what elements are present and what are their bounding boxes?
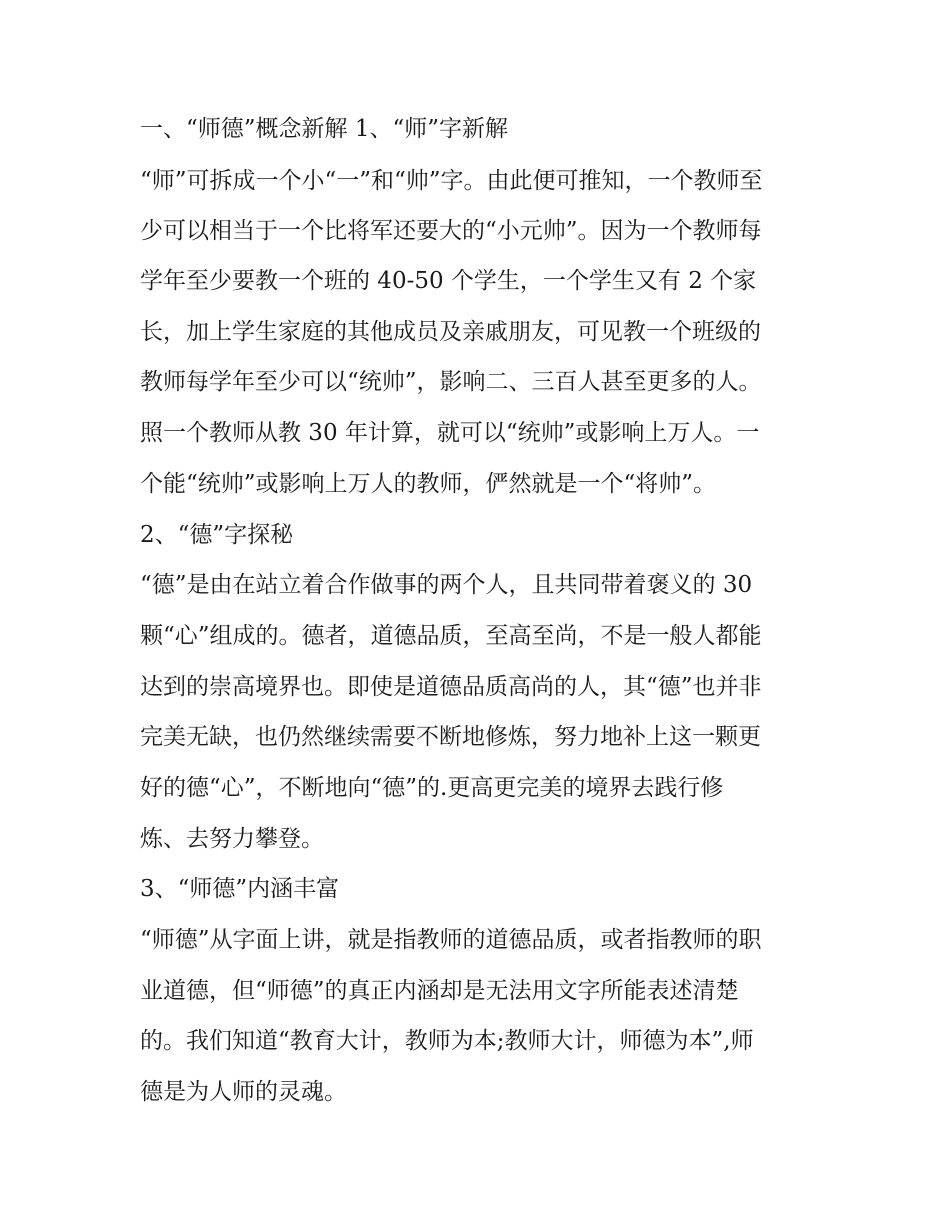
- paragraph-line: 教师每学年至少可以“统帅”，影响二、三百人甚至更多的人。: [140, 369, 762, 395]
- paragraph-line: 好的德“心”，不断地向“德”的.更高更完美的境界去践行修: [140, 775, 724, 801]
- paragraph-line: 个能“统帅”或影响上万人的教师，俨然就是一个“将帅”。: [140, 471, 717, 497]
- paragraph-line: 炼、去努力攀登。: [140, 826, 324, 852]
- paragraph-line: 完美无缺，也仍然继续需要不断地修炼，努力地补上这一颗更: [140, 724, 761, 750]
- paragraph-line: “师”可拆成一个小“一”和“帅”字。由此便可推知，一个教师至: [140, 168, 763, 194]
- paragraph-line: 照一个教师从教 30 年计算，就可以“统帅”或影响上万人。一: [140, 420, 760, 446]
- paragraph-line: 德是为人师的灵魂。: [140, 1079, 347, 1105]
- section-heading-2: 2、“德”字探秘: [140, 522, 294, 548]
- paragraph-line: 少可以相当于一个比将军还要大的“小元帅”。因为一个教师每: [140, 218, 762, 244]
- paragraph-line: “德”是由在站立着合作做事的两个人，且共同带着褒义的 30: [140, 572, 753, 598]
- paragraph-line: 颗“心”组成的。德者，道德品质，至高至尚，不是一般人都能: [140, 623, 762, 649]
- paragraph-line: “师德”从字面上讲，就是指教师的道德品质，或者指教师的职: [140, 927, 762, 953]
- section-heading-3: 3、“师德”内涵丰富: [140, 876, 340, 902]
- paragraph-line: 学年至少要教一个班的 40-50 个学生，一个学生又有 2 个家: [140, 268, 757, 294]
- paragraph-line: 业道德，但“师德”的真正内涵却是无法用文字所能表述清楚: [140, 978, 739, 1004]
- section-heading-1: 一、“师德”概念新解 1、“师”字新解: [140, 116, 508, 142]
- paragraph-line: 长，加上学生家庭的其他成员及亲戚朋友，可见教一个班级的: [140, 319, 761, 345]
- paragraph-line: 达到的崇高境界也。即使是道德品质高尚的人，其“德”也并非: [140, 674, 762, 700]
- paragraph-line: 的。我们知道“教育大计，教师为本;教师大计，师德为本”,师: [140, 1028, 754, 1054]
